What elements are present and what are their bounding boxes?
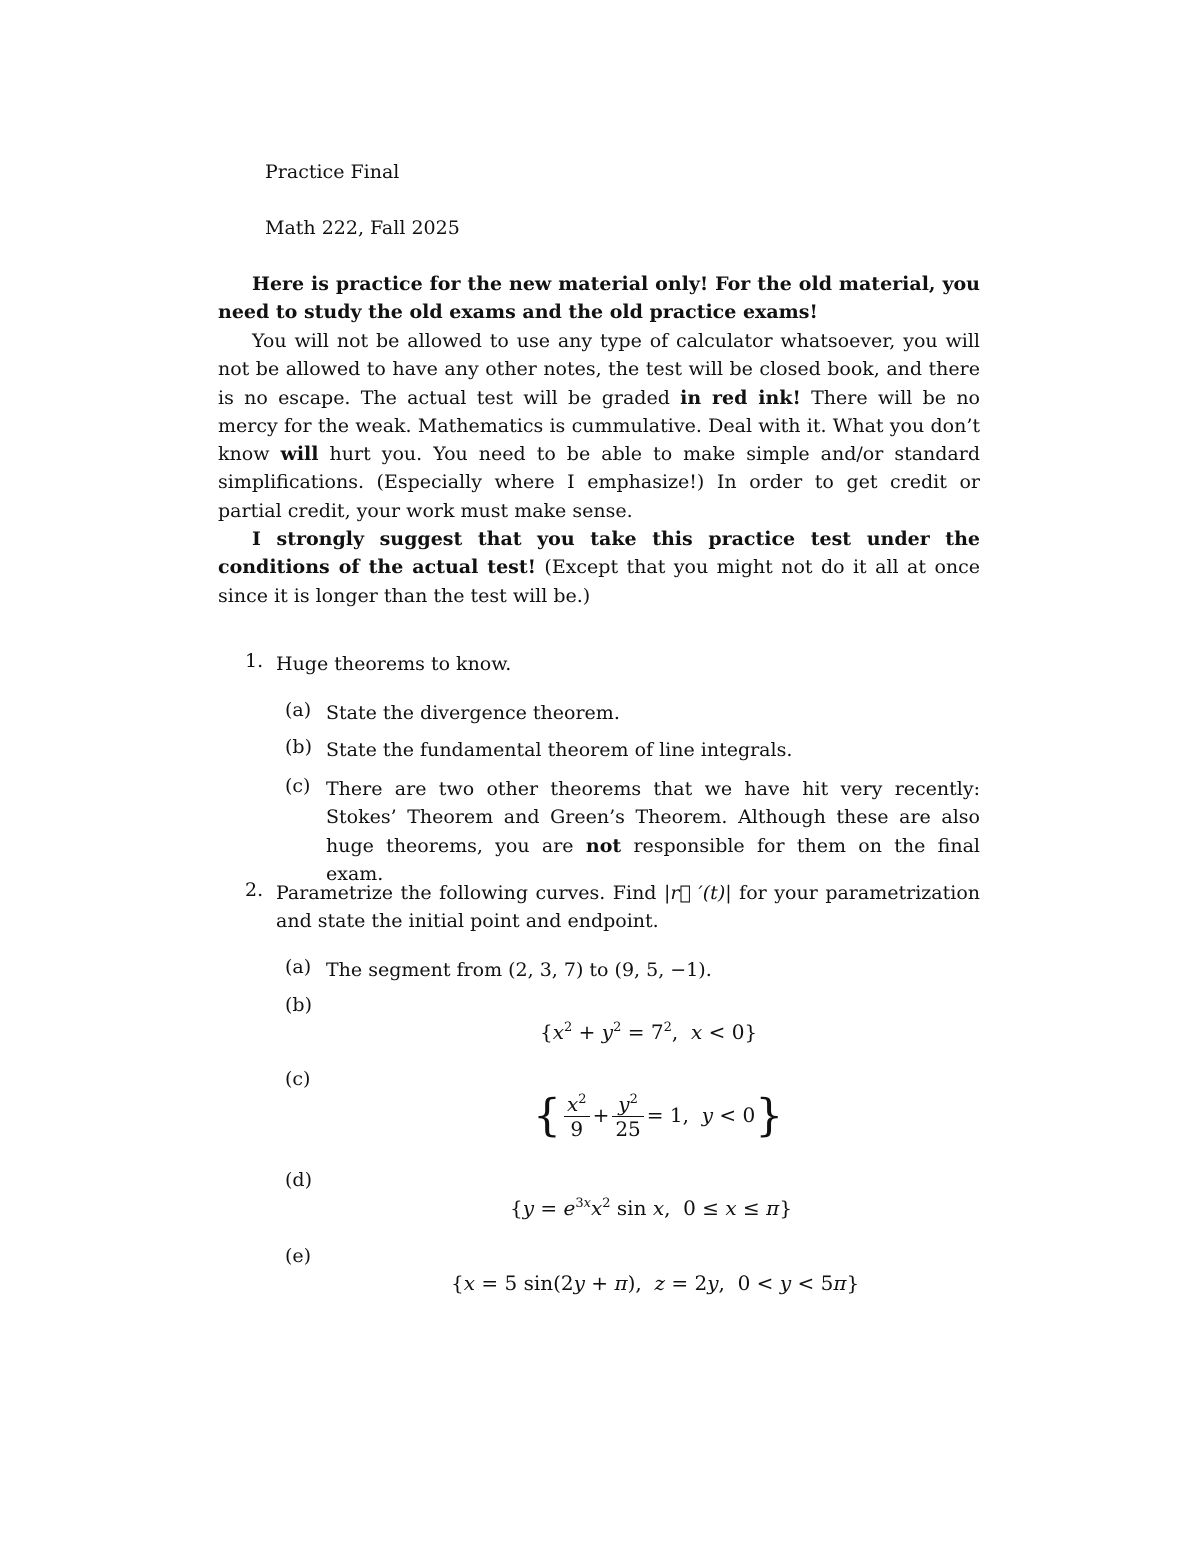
problem-1c-text-part2: responsible for them on the final exam. — [326, 834, 980, 885]
problem-2a-text: The segment from (2, 3, 7) to (9, 5, −1). — [326, 959, 712, 981]
curve-c-equation: { $\frac{x^2}{9}$ + $\frac{y^2}{25}$ = 1, y < 0} — [533, 1090, 784, 1142]
problem-1c-text — [326, 775, 980, 888]
suggestion-bold: I strongly suggest that you take this practice test under the conditions of the actual test! — [218, 528, 980, 579]
problem-2b-label: (b) — [285, 994, 312, 1016]
rules-text-2: There will be no mercy for the weak. Mathematics is cummulative. Deal with it. What you don’t know — [218, 386, 980, 466]
curve-d-equation: {$y = e^{3x}x^2$ sin x, 0 ≤ x ≤ π} — [510, 1196, 793, 1220]
problem-1a-text: State the divergence theorem. — [326, 702, 620, 724]
problem-1-number: 1. — [245, 650, 264, 672]
curve-b-equation: {$x^2 + y^2 = 7^2$, x < 0} — [540, 1020, 758, 1044]
rules-text-3: hurt you. You need to be able to make simple and/or standard simplifications. (Especially where I emphasize!) In order to get credit or partial credit, your work must make sense. — [218, 443, 980, 522]
problem-2-text-part1: Parametrize the following curves. Find | — [276, 882, 671, 904]
problem-2e-label: (e) — [285, 1245, 312, 1267]
red-ink-emphasis: in red ink! — [680, 386, 801, 409]
problem-2c-label: (c) — [285, 1068, 311, 1090]
problem-2-text — [276, 879, 980, 936]
suggestion-paragraph — [218, 525, 980, 610]
exam-rules-paragraph — [218, 327, 980, 525]
problem-1b-text: State the fundamental theorem of line integrals. — [326, 739, 793, 761]
will-emphasis: will — [280, 443, 319, 466]
problem-1b-label: (b) — [285, 736, 312, 758]
problem-1c-label: (c) — [285, 775, 311, 797]
not-emphasis: not — [585, 834, 622, 857]
problem-2a-label: (a) — [285, 956, 312, 978]
problem-1-text: Huge theorems to know. — [276, 653, 512, 675]
r-prime-of-t: r⃗ ′(t) — [670, 882, 726, 904]
suggestion-rest: (Except that you might not do it all at once since it is longer than the test will be.) — [218, 556, 981, 607]
problem-1a-label: (a) — [285, 699, 312, 721]
problem-2-number: 2. — [245, 879, 264, 901]
rules-text-1: You will not be allowed to use any type of calculator whatsoever, you will not be allowed to have any other notes, the test will be closed book, and there is no escape. The actual test will be graded — [218, 330, 980, 409]
bold-notice: Here is practice for the new material only! For the old material, you need to study the old exams and the old practice exams! — [218, 273, 980, 324]
document-title: Practice Final — [265, 161, 400, 183]
course-line: Math 222, Fall 2025 — [265, 217, 460, 239]
problem-2d-label: (d) — [285, 1169, 312, 1191]
problem-1c-text-part1: There are two other theorems that we have hit very recently: Stokes’ Theorem and Green’s Theorem. Although these are also huge theorems, you are — [326, 778, 980, 857]
curve-e-equation: {x = 5 sin(2y + π), z = 2y, 0 < y < 5π} — [451, 1271, 860, 1295]
problem-2-text-part2: | for your parametrization and state the initial point and endpoint. — [276, 882, 980, 933]
